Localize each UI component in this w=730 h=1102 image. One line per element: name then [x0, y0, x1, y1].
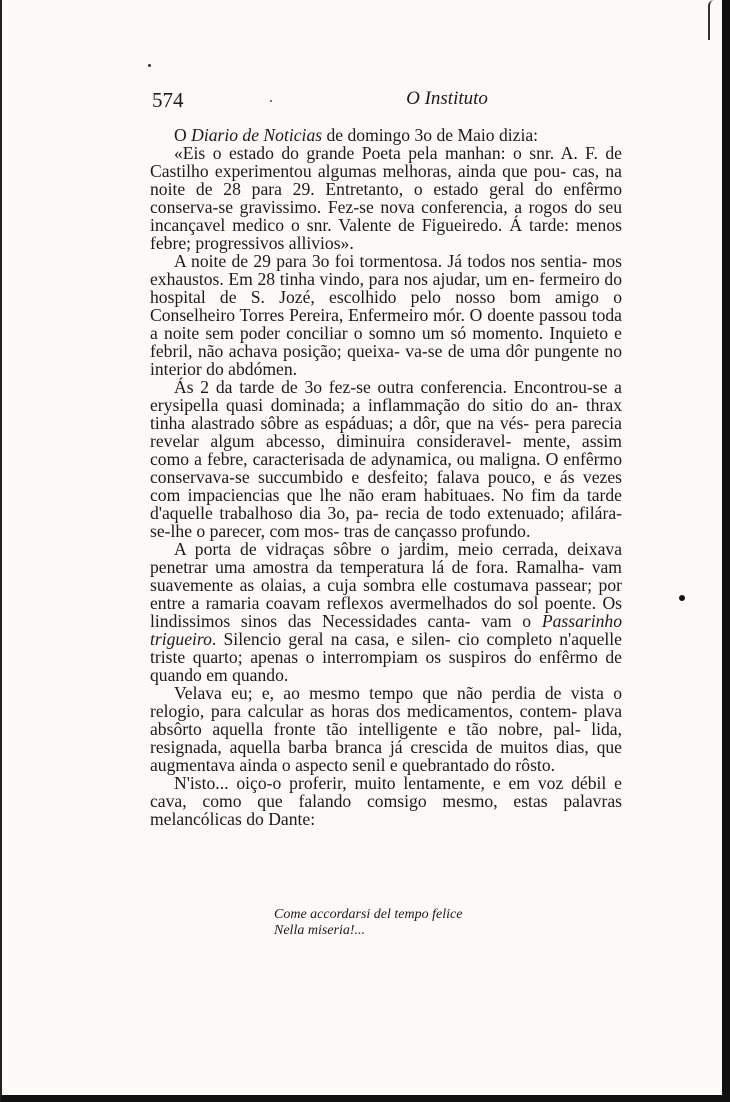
running-title: O Instituto — [406, 88, 488, 109]
paragraph: Ás 2 da tarde de 3o fez-se outra conferencia. Encontrou-se a erysipella quasi dominada; a inflammação do sitio do an- thrax tinha alastrado sôbre as espáduas; a dôr, que na vés- pera parecia revelar algum abcesso, diminuira consideravel- mente, assim como a febre, caracterisada de adynamica, ou maligna. O enfêrmo conservava-se succumbido e desfeito; falava pouco, e ás vezes com impaciencias que lhe não eram habituaes. No fim da tarde d'aquelle trabalhoso dia 3o, pa- recia de todo extenuado; afilára-se-lhe o parecer, com mos- tras de cançasso profundo. — [150, 377, 622, 541]
paragraph: Velava eu; e, ao mesmo tempo que não perdia de vista o relogio, para calcular as horas dos medicamentos, contem- plava absôrto aquella fronte tão intelligente e tão nobre, pal- lida, resignada, aquella barba branca já crescida de muitos dias, que augmentava ainda o aspecto senil e quebrantado do rôsto. — [150, 683, 622, 775]
song-title: Passarinho trigueiro — [150, 611, 622, 649]
page-edge-mark — [708, 0, 720, 40]
ink-speck — [148, 64, 151, 67]
paragraph: A noite de 29 para 3o foi tormentosa. Já todos nos sentia- mos exhaustos. Em 28 tinha vindo, para nos ajudar, um en- fermeiro do hospital de S. Jozé, escolhido pelo nosso bom amigo o Conselheiro Torres Pereira, Enfermeiro mór. O doente passou toda a noite sem poder conciliar o somno um só momento. Inquieto e febril, não achava posição; queixa- va-se de uma dôr pungente no interior do abdómen. — [150, 251, 622, 379]
ink-speck — [679, 595, 685, 601]
page-number: 574 — [152, 88, 184, 112]
paragraph: «Eis o estado do grande Poeta pela manhan: o snr. A. F. de Castilho experimentou algumas melhoras, ainda que pou- cas, na noite de 28 para 29. Entretanto, o estado geral do enfêrmo conserva-se gravissimo. Fez-se nova conferencia, a rogos do seu incançavel medico o snr. Valente de Figueiredo. Á tarde: menos febre; progressivos allivios». — [150, 143, 622, 253]
verse-line: Nella miseria!... — [274, 923, 365, 938]
newspaper-title: Diario de Noticias — [191, 125, 323, 145]
paragraph: O Diario de Noticias de domingo 3o de Maio dizia: — [174, 125, 539, 145]
paragraph: A porta de vidraças sôbre o jardim, meio cerrada, deixava penetrar uma amostra da temperatura lá de fora. Ramalha- vam suavemente as olaias, a cuja sombra elle costumava passear; por entre a ramaria coavam reflexos avermelhados do sol poente. Os lindissimos sinos das Necessidades canta- vam o Passarinho trigueiro. Silencio geral na casa, e silen- cio completo n'aquelle triste quarto; apenas o interrompiam os suspiros do enfêrmo de quando em quando. — [150, 539, 622, 685]
verse-line: Come accordarsi del tempo felice — [274, 907, 463, 922]
paragraph: N'isto... oiço-o proferir, muito lentamente, e em voz débil e cava, como que falando comsigo mesmo, estas palavras melancólicas do Dante: — [150, 773, 622, 829]
body-text — [150, 126, 622, 828]
dante-verse — [274, 907, 594, 939]
page-header — [152, 88, 622, 116]
